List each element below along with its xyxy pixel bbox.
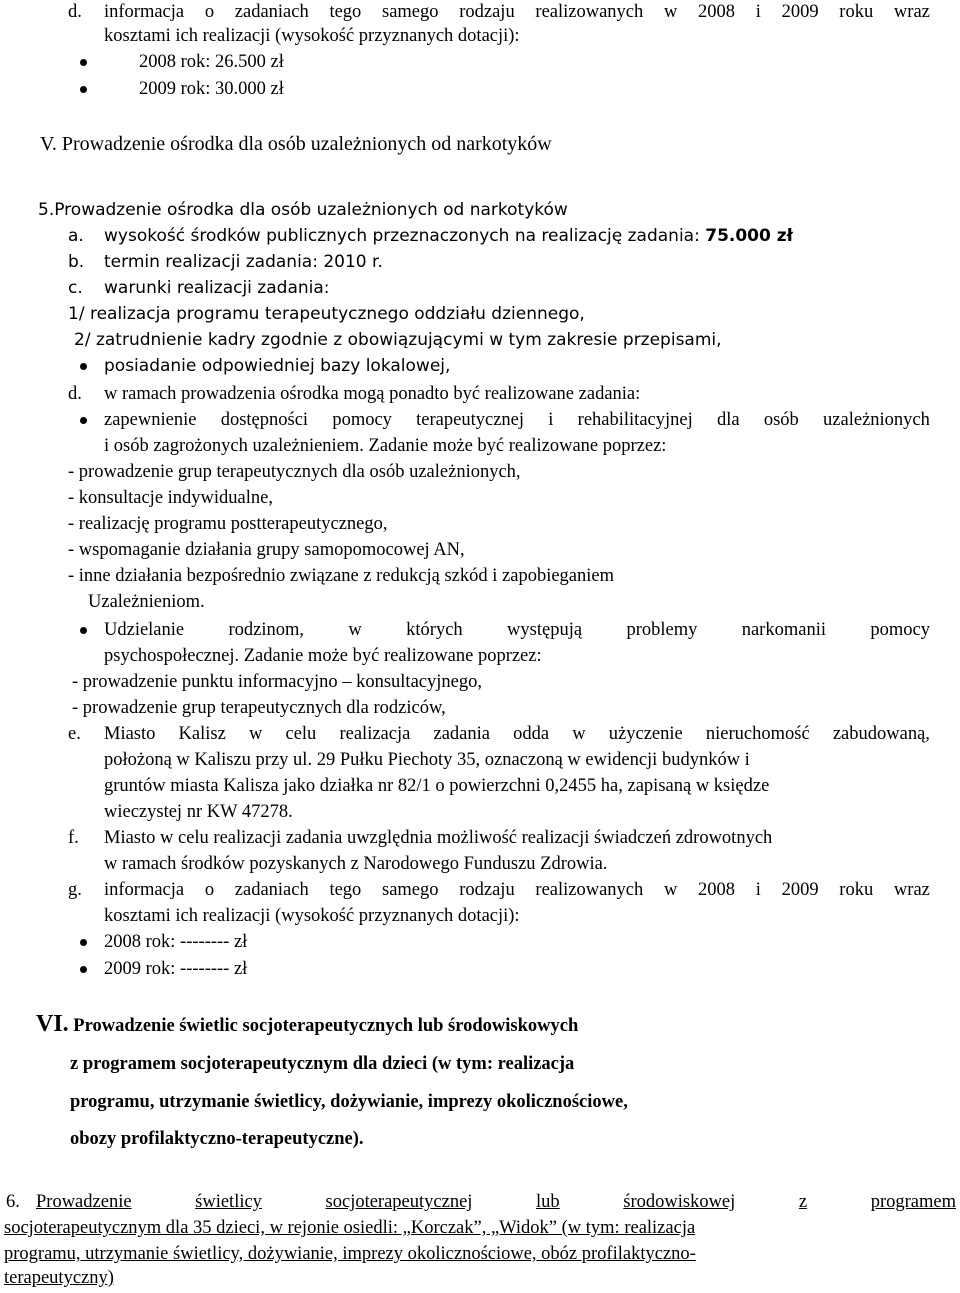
- bullet-dot: [80, 86, 87, 93]
- subsection-6-word: programem: [870, 1192, 956, 1212]
- justified-word: i: [548, 410, 554, 430]
- justified-word: i: [755, 2, 761, 22]
- bullet-2-word: Udzielanie: [104, 620, 185, 640]
- bullet-dot: [80, 966, 87, 973]
- item-g-2009: 2009 rok: -------- zł: [104, 959, 248, 979]
- justified-word: Kalisz: [178, 724, 226, 744]
- bullet-dot: [80, 417, 87, 424]
- bullet-2-word: występują: [507, 620, 583, 640]
- section-vi-title-line-3: programu, utrzymanie świetlicy, dożywianie, imprezy okolicznościowe,: [70, 1092, 628, 1112]
- justified-word: w: [248, 724, 263, 744]
- item-e-line-1: [104, 722, 930, 746]
- justified-word: samego: [382, 880, 439, 900]
- justified-word: rodzaju: [459, 880, 515, 900]
- bullet-dot: [80, 939, 87, 946]
- d-top-line-2: kosztami ich realizacji (wysokość przyznanych dotacji):: [104, 26, 520, 46]
- section-vi-title-line-2: z programem socjoterapeutycznym dla dzieci (w tym: realizacja: [70, 1054, 575, 1074]
- subsection-6-line-1: [36, 1190, 956, 1214]
- dash-item: - realizację programu postterapeutycznego,: [68, 514, 388, 534]
- dash-item: - prowadzenie punktu informacyjno – konsultacyjnego,: [72, 672, 482, 692]
- dash-item: - konsultacje indywidualne,: [68, 488, 273, 508]
- justified-word: 2009: [781, 880, 819, 900]
- item-marker-g: g.: [68, 880, 82, 900]
- justified-word: zapewnienie: [104, 410, 197, 430]
- justified-word: pomocy: [332, 410, 392, 430]
- justified-word: tego: [329, 880, 362, 900]
- item-g-line-1: [104, 878, 930, 902]
- justified-word: 2008: [698, 880, 736, 900]
- justified-word: rodzaju: [459, 2, 515, 22]
- justified-word: informacja: [104, 2, 185, 22]
- justified-word: zabudowaną,: [832, 724, 930, 744]
- item-c-bullet: posiadanie odpowiedniej bazy lokalowej,: [104, 356, 451, 376]
- item-a-value: 75.000 zł: [705, 226, 793, 246]
- bullet-dot: [80, 363, 87, 370]
- bullet-2-word: rodzinom,: [228, 620, 305, 640]
- justified-word: dla: [716, 410, 740, 430]
- justified-word: zadaniach: [234, 880, 309, 900]
- item-b-value: 2010 r.: [323, 252, 383, 272]
- item-marker-e: e.: [68, 724, 81, 744]
- section-vi-line-1-text: Prowadzenie świetlic socjoterapeutycznych lub środowiskowych: [73, 1016, 579, 1036]
- item-e-line-2: położoną w Kaliszu przy ul. 29 Pułku Piechoty 35, oznaczoną w ewidencji budynków i: [104, 750, 750, 770]
- dash-item: - prowadzenie grup terapeutycznych dla rodziców,: [72, 698, 446, 718]
- d-top-item-2009: 2009 rok: 30.000 zł: [139, 79, 284, 99]
- justified-word: 2008: [698, 2, 736, 22]
- item-f-line-2: w ramach środków pozyskanych z Narodowego Funduszu Zdrowia.: [104, 854, 608, 874]
- section-v-title: V. Prowadzenie ośrodka dla osób uzależnionych od narkotyków: [40, 133, 552, 155]
- section-vi-title-line-4: obozy profilaktyczno-terapeutyczne).: [70, 1129, 364, 1149]
- justified-word: samego: [382, 2, 439, 22]
- subsection-6-word: lub: [536, 1192, 560, 1212]
- item-marker-d: d.: [68, 384, 82, 404]
- section-vi-title-line-1: [36, 1012, 578, 1038]
- justified-word: rehabilitacyjnej: [577, 410, 693, 430]
- item-a-line: [104, 224, 793, 248]
- subsection-6-word: świetlicy: [195, 1192, 262, 1212]
- justified-word: realizowanych: [535, 880, 644, 900]
- justified-word: celu: [285, 724, 317, 744]
- item-b-text: termin realizacji zadania:: [104, 252, 318, 272]
- item-c-text: warunki realizacji zadania:: [104, 278, 330, 298]
- justified-word: informacja: [104, 880, 185, 900]
- dash-item: - prowadzenie grup terapeutycznych dla osób uzależnionych,: [68, 462, 521, 482]
- subsection-6-number: 6.: [6, 1192, 20, 1212]
- justified-word: dostępności: [220, 410, 309, 430]
- item-d-bullet-2-line-2: psychospołecznej. Zadanie może być realizowane poprzez:: [104, 646, 542, 666]
- item-a-text: wysokość środków publicznych przeznaczonych na realizację zadania:: [104, 226, 700, 246]
- dash-item: - wspomaganie działania grupy samopomocowej AN,: [68, 540, 465, 560]
- item-c-line-1: 1/ realizacja programu terapeutycznego oddziału dziennego,: [68, 304, 585, 324]
- dash-item: - inne działania bezpośrednio związane z redukcją szkód i zapobieganiem: [68, 566, 615, 586]
- item-marker-f: f.: [68, 828, 79, 848]
- justified-word: wraz: [893, 880, 930, 900]
- justified-word: Miasto: [104, 724, 156, 744]
- justified-word: realizacja: [339, 724, 411, 744]
- item-f-line-1: Miasto w celu realizacji zadania uwzględnia możliwość realizacji świadczeń zdrowotnych: [104, 828, 773, 848]
- d-top-line-1: [104, 0, 930, 24]
- justified-word: terapeutycznej: [416, 410, 525, 430]
- subsection-6-word: środowiskowej: [623, 1192, 736, 1212]
- item-g-2008: 2008 rok: -------- zł: [104, 932, 248, 952]
- bullet-dot: [80, 59, 87, 66]
- justified-word: zadaniach: [234, 2, 309, 22]
- subsection-6-line-2: socjoterapeutycznym dla 35 dzieci, w rejonie osiedli: „Korczak”, „Widok” (w tym: realizacja: [4, 1218, 696, 1238]
- item-d-text: w ramach prowadzenia ośrodka mogą ponadto być realizowane zadania:: [104, 384, 641, 404]
- item-marker-a: a.: [68, 226, 84, 246]
- subsection-6-word: Prowadzenie: [36, 1192, 132, 1212]
- justified-word: uzależnionych: [823, 410, 930, 430]
- item-d-bullet-2-line-1: [104, 618, 930, 642]
- subsection-5-heading: 5.Prowadzenie ośrodka dla osób uzależnionych od narkotyków: [38, 200, 568, 220]
- subsection-6-word: socjoterapeutycznej: [325, 1192, 473, 1212]
- justified-word: tego: [329, 2, 362, 22]
- subsection-6-word: z: [798, 1192, 808, 1212]
- justified-word: o: [204, 2, 215, 22]
- item-marker-b: b.: [68, 252, 85, 272]
- item-marker-d-top: d.: [68, 2, 82, 22]
- justified-word: odda: [513, 724, 550, 744]
- item-marker-c: c.: [68, 278, 83, 298]
- justified-word: zadania: [433, 724, 490, 744]
- bullet-2-word: w: [348, 620, 362, 640]
- item-d-bullet-1-line-1: [104, 408, 930, 432]
- justified-word: w: [663, 2, 678, 22]
- justified-word: i: [755, 880, 761, 900]
- justified-word: nieruchomość: [705, 724, 810, 744]
- section-vi-numeral: VI.: [36, 1011, 69, 1037]
- justified-word: o: [204, 880, 215, 900]
- justified-word: osób: [763, 410, 799, 430]
- d-top-item-2008: 2008 rok: 26.500 zł: [139, 52, 284, 72]
- subsection-6-line-3: programu, utrzymanie świetlicy, dożywianie, imprezy okolicznościowe, obóz profilaktyczno-: [4, 1244, 696, 1264]
- item-e-line-3: gruntów miasta Kalisza jako działka nr 82/1 o powierzchni 0,2455 ha, zapisaną w księdze: [104, 776, 770, 796]
- justified-word: realizowanych: [535, 2, 644, 22]
- justified-word: roku: [839, 2, 874, 22]
- bullet-dot: [80, 627, 87, 634]
- justified-word: w: [572, 724, 586, 744]
- bullet-2-word: pomocy: [870, 620, 930, 640]
- item-c-line-2: 2/ zatrudnienie kadry zgodnie z obowiązującymi w tym zakresie przepisami,: [74, 330, 722, 350]
- justified-word: użyczenie: [608, 724, 683, 744]
- item-e-line-4: wieczystej nr KW 47278.: [104, 802, 293, 822]
- bullet-2-word: problemy: [626, 620, 698, 640]
- subsection-6-line-4: terapeutyczny): [4, 1268, 114, 1288]
- item-b-line: [104, 250, 383, 274]
- justified-word: roku: [839, 880, 874, 900]
- justified-word: wraz: [893, 2, 930, 22]
- bullet-2-word: których: [406, 620, 463, 640]
- item-d-bullet-1-line-2: i osób zagrożonych uzależnieniem. Zadanie może być realizowane poprzez:: [104, 436, 667, 456]
- justified-word: 2009: [781, 2, 819, 22]
- bullet-2-word: narkomanii: [741, 620, 826, 640]
- item-g-line-2: kosztami ich realizacji (wysokość przyznanych dotacji):: [104, 906, 520, 926]
- justified-word: w: [663, 880, 678, 900]
- dash-item-continuation: Uzależnieniom.: [88, 592, 205, 612]
